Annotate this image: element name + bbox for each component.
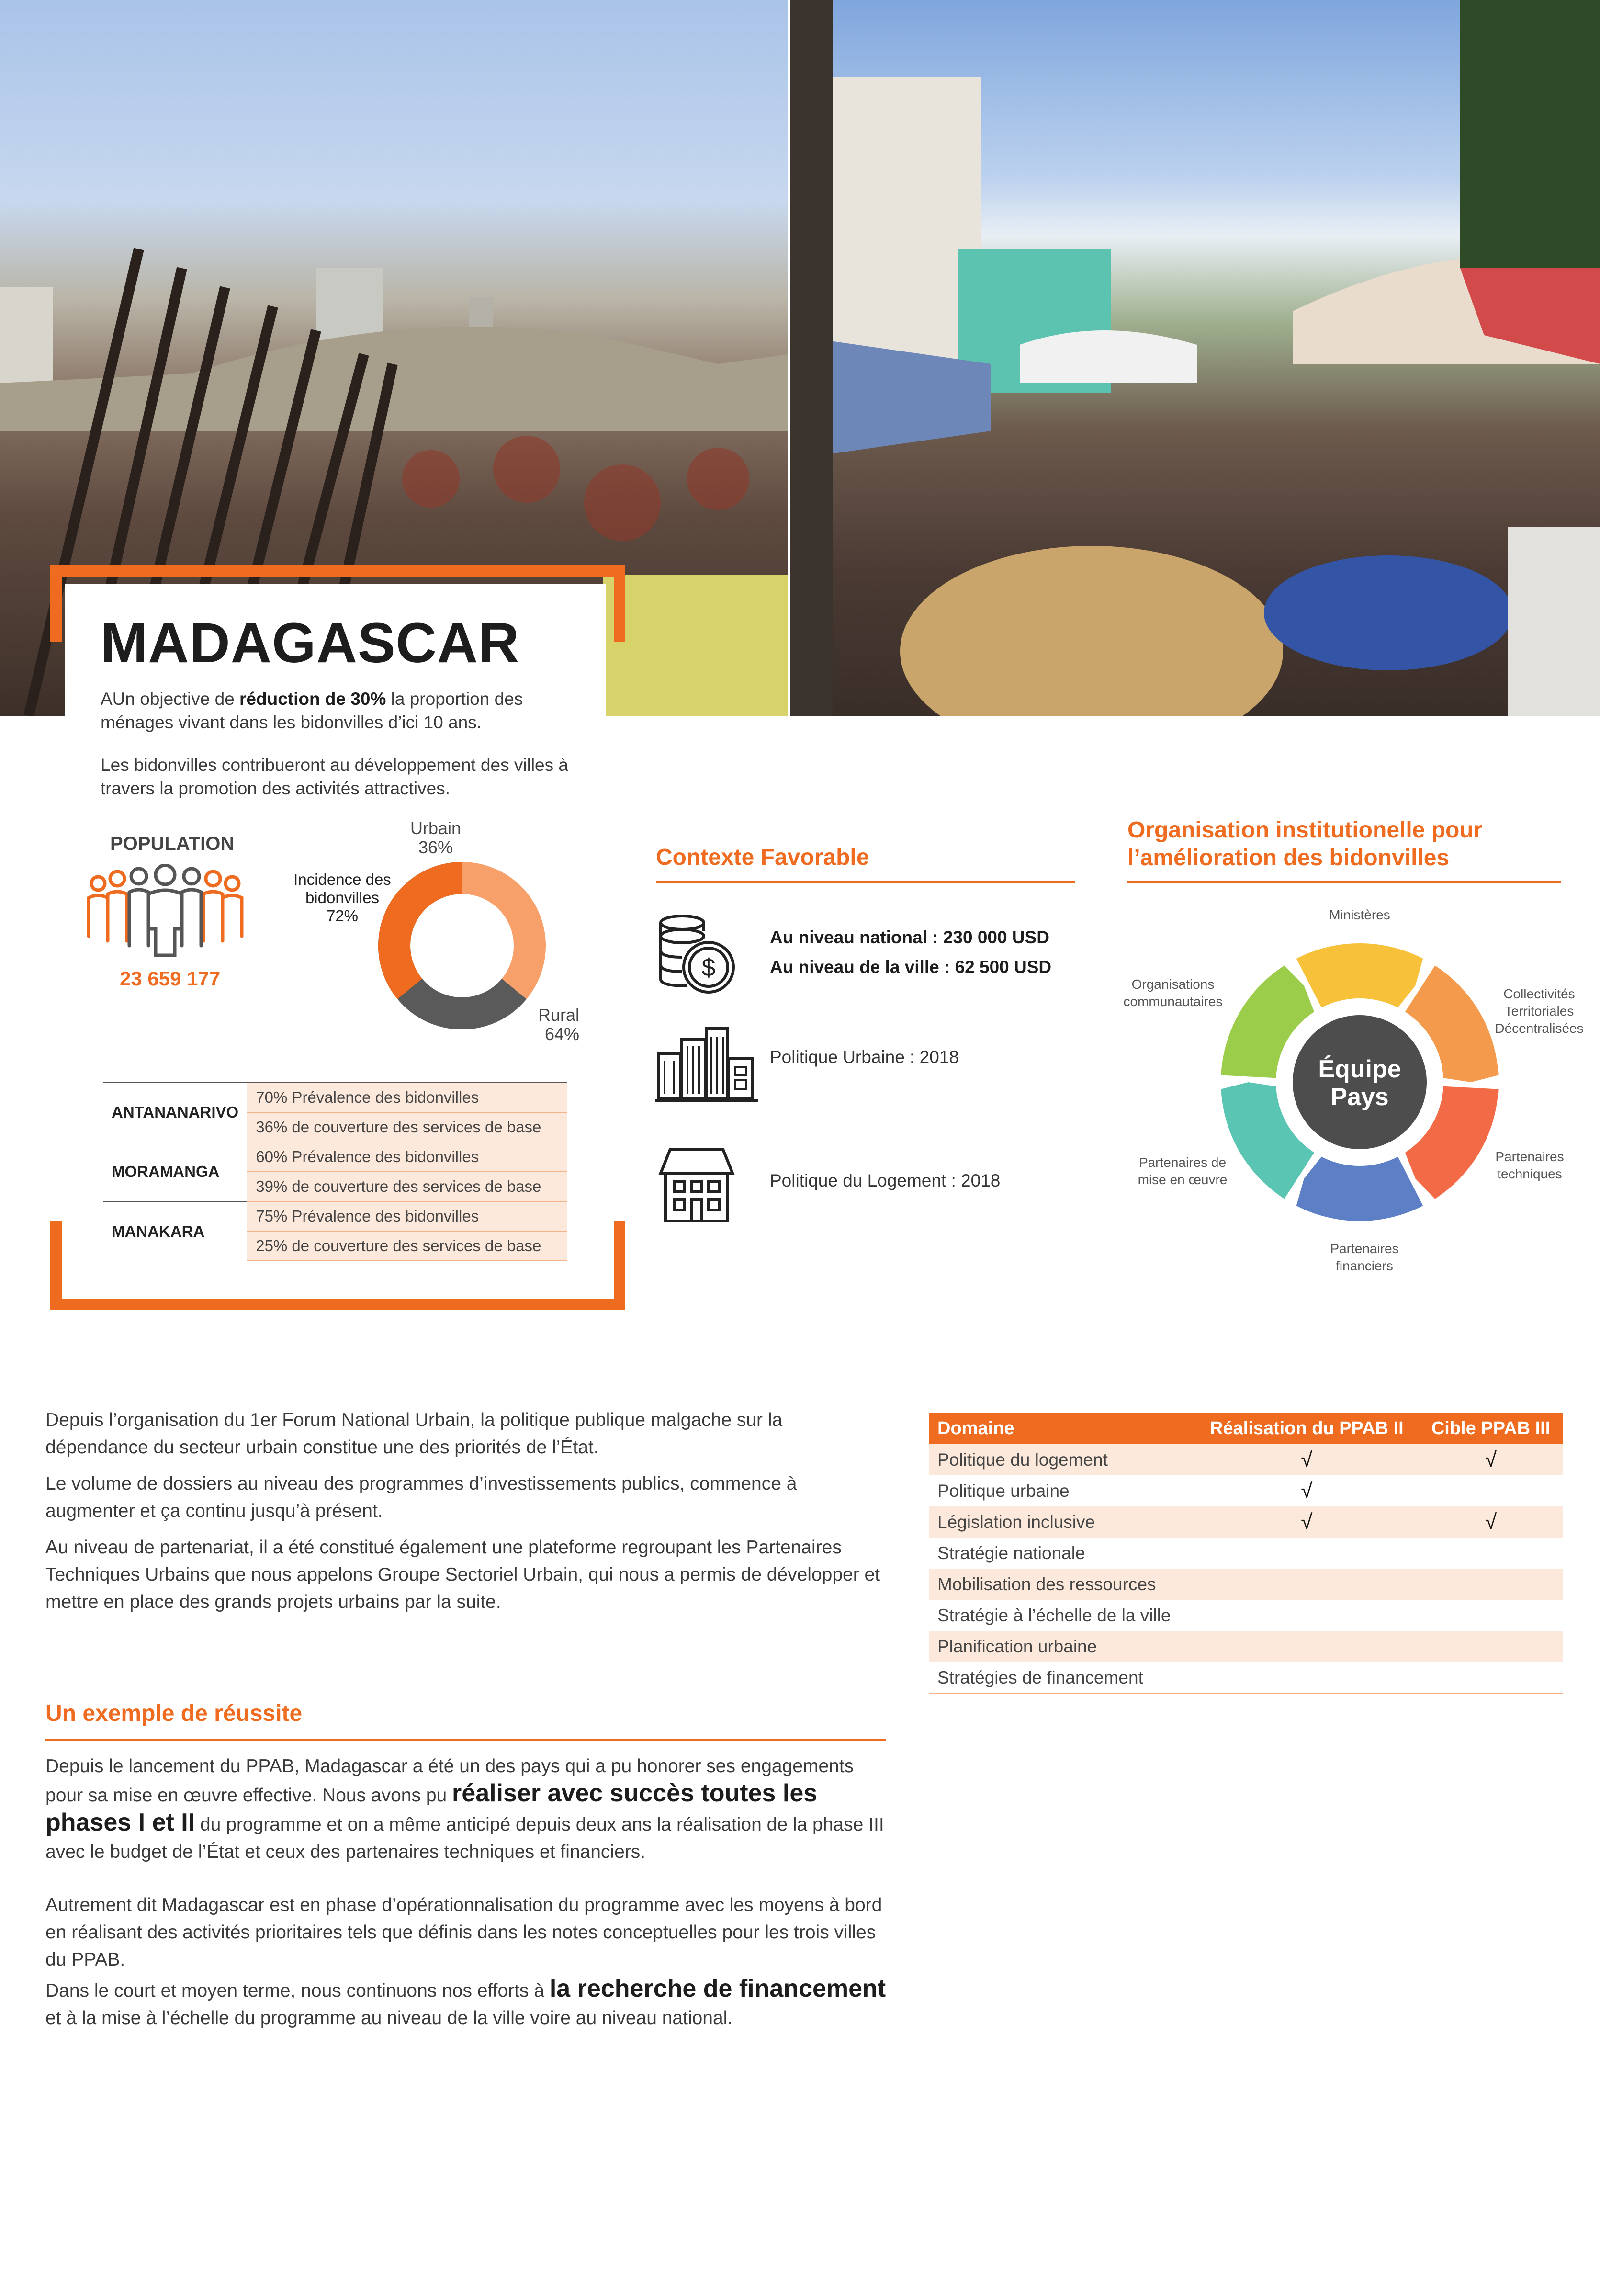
body-paragraph-2: Le volume de dossiers au niveau des programmes d’investissements publics, commence à augmenter et ça continu jusqu’à présent.	[45, 1473, 797, 1521]
city-coverage: 39% de couverture des services de base	[247, 1172, 567, 1201]
organisation-rule	[1127, 881, 1561, 883]
ppab-header-domaine: Domaine	[929, 1413, 1194, 1444]
ppab-realisation-check	[1194, 1662, 1419, 1694]
city-name: ANTANANARIVO	[103, 1083, 247, 1142]
ppab-domaine: Politique urbaine	[937, 1481, 1070, 1501]
ppab-domaine: Planification urbaine	[929, 1631, 1194, 1662]
ppab-cible-check: √	[1419, 1506, 1563, 1538]
city-name: MORAMANGA	[103, 1142, 247, 1201]
coins-dollar-icon	[654, 912, 740, 998]
donut-rural-label: Rural 64%	[538, 1005, 579, 1044]
city-prevalence: 70% Prévalence des bidonvilles	[247, 1083, 567, 1112]
city-prevalence: 60% Prévalence des bidonvilles	[247, 1142, 567, 1172]
table-row	[929, 1475, 1563, 1506]
frame-right-bottom	[614, 1221, 625, 1310]
population-value: 23 659 177	[120, 967, 221, 990]
ppab-domaine: Stratégie nationale	[937, 1543, 1085, 1563]
frame-right-top	[614, 565, 625, 642]
ppab-cible-check: √	[1419, 1444, 1563, 1475]
intro-paragraph: AUn objective de réduction de 30% la proportion des ménages vivant dans les bidonvilles d’ici 10 ans.	[101, 689, 523, 732]
svg-text:$: $	[701, 954, 716, 982]
ppab-domaine: Stratégie à l’échelle de la ville	[937, 1605, 1171, 1625]
org-wheel-segment	[1296, 943, 1423, 1007]
org-wheel-segment	[1296, 1157, 1423, 1221]
contexte-title: Contexte Favorable	[656, 845, 869, 870]
reussite-rule	[45, 1739, 886, 1741]
ppab-realisation-check	[1194, 1631, 1419, 1662]
cities-table	[103, 1082, 567, 1261]
ppab-domaine: Stratégies de financement	[929, 1662, 1194, 1694]
ppab-cible-check	[1419, 1538, 1563, 1569]
budget-ville: Au niveau de la ville : 62 500 USD	[770, 957, 1052, 977]
org-center-text-2: Pays	[1330, 1083, 1389, 1111]
ppab-table	[929, 1413, 1563, 1694]
body-paragraph-3: Au niveau de partenariat, il a été constitué également une plateforme regroupant les Partenaires Techniques Urbains que nous appelons Groupe Sectoriel Urbain, qui nous a permis de développer et mettre en place des grands projets urbains par la suite.	[45, 1537, 880, 1612]
org-label-ctd: Collectivités Territoriales Décentralisées	[1495, 986, 1584, 1036]
intro-paragraph-2: Les bidonvilles contribueront au développement des villes à travers la promotion des activités attractives.	[101, 755, 568, 798]
ppab-realisation-check: √	[1194, 1444, 1419, 1475]
ppab-domaine: Mobilisation des ressources	[929, 1569, 1194, 1600]
organisation-title: Organisation institutionelle pour l’amélioration des bidonvilles	[1127, 817, 1483, 871]
city-coverage: 36% de couverture des services de base	[247, 1112, 567, 1142]
org-label-ministeres: Ministères	[1329, 907, 1390, 922]
ppab-cible-check	[1419, 1569, 1563, 1600]
ppab-cible-check	[1419, 1662, 1563, 1694]
city-row	[103, 1083, 567, 1112]
city-name: MANAKARA	[103, 1201, 247, 1261]
org-wheel-diagram	[1216, 939, 1503, 1226]
org-label-financiers: Partenaires financiers	[1330, 1241, 1399, 1273]
budget-national: Au niveau national : 230 000 USD	[770, 927, 1049, 947]
org-label-mise-en-oeuvre: Partenaires de mise en œuvre	[1138, 1155, 1228, 1187]
city-buildings-icon	[655, 1025, 758, 1106]
table-row	[929, 1662, 1563, 1694]
table-row	[929, 1538, 1563, 1569]
org-label-techniques: Partenaires techniques	[1495, 1149, 1564, 1181]
table-row	[929, 1506, 1563, 1538]
reussite-paragraph-1: Depuis le lancement du PPAB, Madagascar a été un des pays qui a pu honorer ses engagements pour sa mise en œuvre effective. Nous avons pu réaliser avec succès toutes les phases I et II du programme et on a même anticipé depuis deux ans la réalisation de la phase III avec le budget de l’État et ceux des partenaires techniques et financiers.	[45, 1756, 884, 1862]
politique-urbaine: Politique Urbaine : 2018	[770, 1047, 959, 1067]
frame-bottom	[50, 1299, 625, 1310]
ppab-cible-check	[1419, 1631, 1563, 1662]
city-row	[103, 1201, 567, 1231]
market-photo-right	[790, 0, 1600, 716]
donut-urban-label: Urbain 36%	[410, 818, 462, 857]
ppab-realisation-check	[1194, 1538, 1419, 1569]
frame-left-bottom	[50, 1221, 62, 1310]
ppab-realisation-check: √	[1301, 1479, 1313, 1503]
reussite-paragraph-3: Dans le court et moyen terme, nous continuons nos efforts à la recherche de financement et à la mise à l’échelle du programme au niveau de la ville voire au niveau national.	[45, 1975, 886, 2028]
reussite-title: Un exemple de réussite	[45, 1701, 303, 1726]
table-row	[929, 1569, 1563, 1600]
ppab-realisation-check	[1194, 1600, 1419, 1631]
ppab-cible-check	[1419, 1475, 1563, 1506]
frame-top	[50, 565, 625, 577]
donut-slice-urbain	[462, 862, 546, 999]
city-row	[103, 1142, 567, 1172]
body-paragraph-1: Depuis l’organisation du 1er Forum National Urbain, la politique publique malgache sur la dépendance du secteur urbain constitue une des priorités de l’État.	[45, 1410, 783, 1458]
frame-left-top	[50, 565, 62, 642]
people-group-icon	[81, 864, 249, 962]
ppab-header-realisation: Réalisation du PPAB II	[1194, 1413, 1419, 1444]
ppab-domaine: Politique du logement	[929, 1444, 1194, 1475]
org-label-communautaires: Organisations communautaires	[1123, 977, 1223, 1009]
ppab-domaine: Législation inclusive	[929, 1506, 1194, 1538]
politique-logement: Politique du Logement : 2018	[770, 1171, 1001, 1190]
table-row	[929, 1444, 1563, 1475]
org-center-text-1: Équipe	[1318, 1055, 1401, 1083]
contexte-rule	[656, 881, 1075, 883]
population-label: POPULATION	[110, 833, 235, 854]
house-icon	[656, 1147, 737, 1226]
donut-slum-label: Incidence des bidonvilles 72%	[293, 871, 391, 925]
table-row	[929, 1600, 1563, 1631]
ppab-realisation-check	[1194, 1569, 1419, 1600]
city-coverage: 25% de couverture des services de base	[247, 1231, 567, 1261]
ppab-realisation-check: √	[1194, 1506, 1419, 1538]
ppab-header-cible: Cible PPAB III	[1419, 1413, 1563, 1444]
table-row	[929, 1631, 1563, 1662]
city-prevalence: 75% Prévalence des bidonvilles	[247, 1201, 567, 1231]
reussite-paragraph-2: Autrement dit Madagascar est en phase d’opérationnalisation du programme avec les moyens à bord en réalisant des activités prioritaires tels que définis dans les notes conceptuelles pour les trois villes du PPAB.	[45, 1895, 882, 1970]
ppab-cible-check	[1419, 1600, 1563, 1631]
page-title: MADAGASCAR	[101, 611, 520, 675]
